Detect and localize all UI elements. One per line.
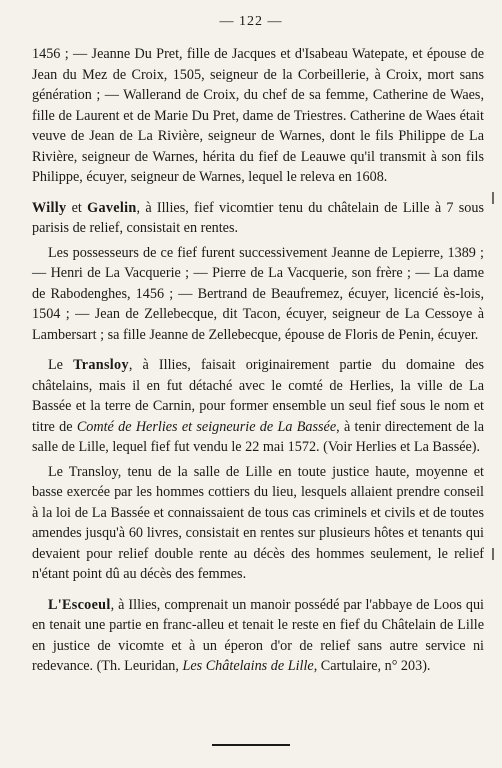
page-number: — 122 — xyxy=(219,14,283,29)
entry-heading-willy: Willy xyxy=(32,199,67,216)
entry-heading-gavelin: Gavelin xyxy=(87,199,137,216)
paragraph-6: L'Escoeul, à Illies, comprenait un manoir possédé par l'abbaye de Loos qui en tenait une partie en franc-alleu et tenait le reste en fief du Châtelain de Lille en justice de vicomte et à un éperon d'or de relief sans autre service ni redevance. (Th. Leuridan, Les Châtelains de Lille, Cartulaire, n° 203). xyxy=(32,596,484,674)
italic-title: Comté de Herlies et seigneurie de La Bassée xyxy=(76,418,337,435)
italic-citation: Les Châtelains de Lille xyxy=(182,658,314,674)
entry-heading-transloy: Transloy xyxy=(73,357,129,373)
margin-mark xyxy=(492,548,494,560)
paragraph-4: Le Transloy, à Illies, faisait originairement partie du domaine des châtelains, mais il en fut détaché avec le comté de Herlies, la ville de La Bassée et la terre de Carnin, pour former ensemble un seul fief sous le nom et titre de Comté de Herlies et seigneurie de La Bassée, à tenir directement de la salle de Lille, lequel fief fut vendu le 22 mai 1572. (Voir Herlies et La Bassée). xyxy=(32,357,484,455)
paragraph-1: 1456 ; — Jeanne Du Pret, fille de Jacques et d'Isabeau Watepate, et épouse de Jean du Mez de Croix, 1505, seigneur de la Corbeillerie, à Croix, mort sans génération ; — Wallerand de Croix, du chef de sa femme, Catherine de Waes, fille de Laurent et de Marie Du Pret, dame de Triestres. Catherine de Waes était veuve de Jean de La Rivière, seigneur de Warnes, dont le fils Philippe de La Rivière, seigneur de Warnes, hérita du fief de Leauwe qu'il transmit à son fils Philippe, écuyer, seigneur de Warnes, lequel le releva en 1608. xyxy=(32,46,484,185)
paragraph-2: Willy et Gavelin, à Illies, fief vicomtier tenu du châtelain de Lille à 7 sous parisis de relief, consistait en rentes. xyxy=(32,199,484,236)
paragraph-5: Le Transloy, tenu de la salle de Lille en toute justice haute, moyenne et basse exercée par les hommes cottiers du lieu, lesquels allaient prendre conseil à la loi de La Bassée et connaissaient de tous cas criminels et civils et de toutes amendes jusqu'à 60 livres, consistait en rentes sur plusieurs hôtes et tenants qui devaient pour relief double rente au décès des hommes seulement, le relief n'étant point dû au décès des femmes. xyxy=(32,463,484,582)
entry-heading-escoeul: L'Escoeul xyxy=(48,596,111,613)
margin-mark xyxy=(492,192,494,204)
paragraph-3: Les possesseurs de ce fief furent successivement Jeanne de Lepierre, 1389 ; — Henri de La Vacquerie ; — Pierre de La Vacquerie, son frère ; — La dame de Rabodenghes, 1456 ; — Bertrand de Beaufremez, écuyer, licencié ès-lois, 1504 ; — Jean de Zellebecque, dit Tacon, écuyer, seigneur de La Cessoye à Lambersart ; sa fille Jeanne de Zellebecque, épouse de Floris de Penin, écuyer. xyxy=(32,244,484,343)
footer-rule xyxy=(212,744,290,746)
body-text xyxy=(32,44,484,677)
